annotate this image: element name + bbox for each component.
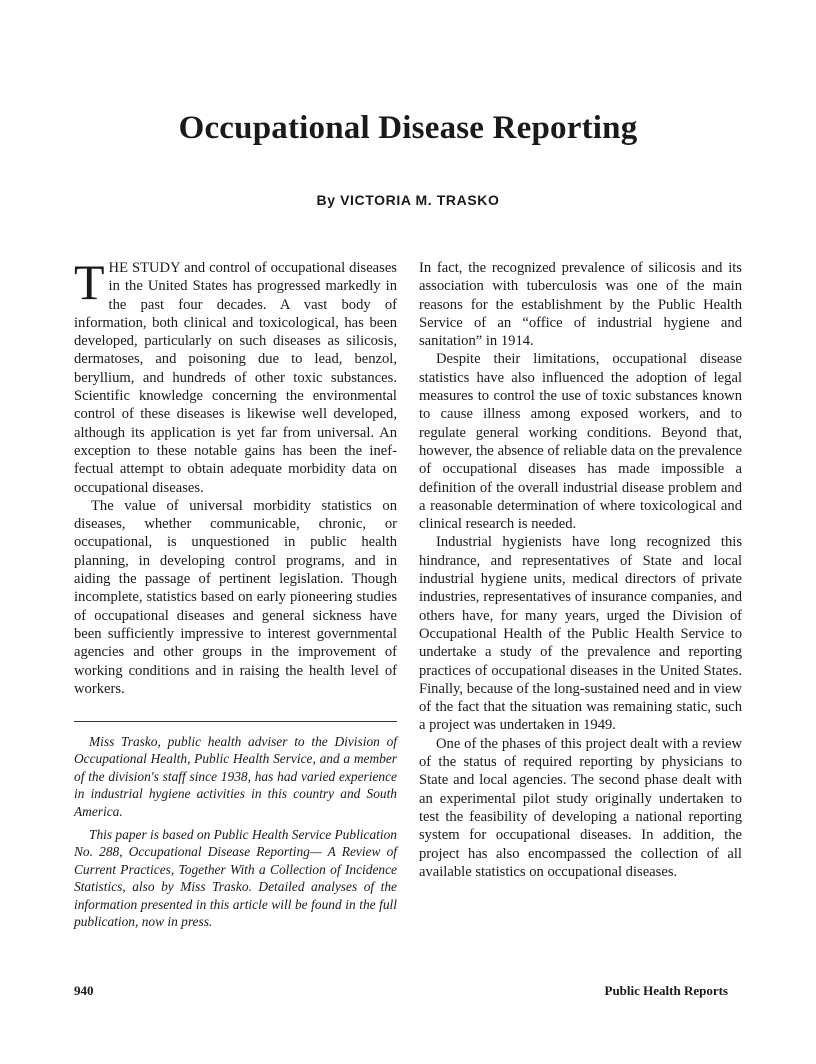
author-footnote [74, 733, 397, 936]
drop-cap: T [74, 254, 105, 310]
journal-name: Public Health Reports [604, 983, 728, 998]
page-number: 940 [74, 983, 94, 998]
left-column [74, 254, 397, 698]
body-paragraph: The value of universal morbidity statistics on diseases, whether communicable, chronic, or occupational, is unquestioned in public health planning, in developing control programs, and in aiding the passage of pertinent legislation. Though incomplete, statistics based on early pioneering studies of occupational diseases and general sickness have been sufficiently impressive to interest governmental agencies and other groups in the improvement of working conditions and in raising the health level of workers. [74, 497, 397, 697]
body-paragraph: One of the phases of this project dealt with a review of the status of required reporting by physicians to State and local agencies. The second phase dealt with an experimental pilot study originally undertaken to test the feasibility of developing a national reporting system for occupational diseases. In addition, the project has also encompassed the collection of all available statistics on occupational diseases. [419, 735, 742, 880]
footnote-paragraph: This paper is based on Public Health Service Publication No. 288, Occupational Disease Reporting— A Review of Current Practices, Together With a Collection of Incidence Statistics, also by Miss Trasko. Detailed analyses of the information presented in this article will be found in the full publication, now in press. [74, 827, 397, 930]
body-paragraph: Despite their limitations, occupational disease statistics have also influenced the adoption of legal measures to control the use of toxic substances known to cause illness among exposed workers, and to regulate general working conditions. Beyond that, however, the absence of reliable data on the prevalence of occupational diseases has made impossible a definition of the overall industrial disease problem and a reasonable determination of where toxicological and clinical research is needed. [419, 351, 742, 533]
author-byline: By VICTORIA M. TRASKO [316, 192, 500, 208]
body-paragraph: In fact, the recognized prevalence of silicosis and its association with tuberculosis was one of the main reasons for the establishment by the Public Health Service of an “office of industrial hygiene and sanitation” in 1914. [419, 260, 742, 350]
article-title: Occupational Disease Reporting [178, 110, 638, 146]
body-paragraph: Industrial hygienists have long recognized this hindrance, and representatives of State and local industrial hygiene units, medical directors of private industries, representatives of insurance companies, and others have, for many years, urged the Division of Occupational Health of the Public Health Service to undertake a study of the prevalence and reporting practices of occupational diseases in the United States. Finally, because of the long-sustained need and in view of the fact that the situation was remaining static, such a project was undertaken in 1949. [419, 534, 742, 734]
body-paragraph: THE STUDY and control of occupational diseases in the United States has progressed markedly in the past four decades. A vast body of information, both clinical and toxicological, has been developed, particularly on such diseases as silicosis, dermatoses, and poisoning due to lead, benzol, beryllium, and hundreds of other toxic substances. Scientific knowledge concerning the environmental control of these diseases is likewise well developed, although its application is yet far from universal. An exception to these notable gains has been the ineffectual attempt to obtain adequate morbidity data on occupational diseases. [74, 254, 397, 496]
right-column [419, 259, 742, 881]
footnote-divider [74, 721, 397, 722]
footnote-paragraph: Miss Trasko, public health adviser to the Division of Occupational Health, Public Health Service, and a member of the division's staff since 1938, has had varied experience in industrial hygiene activities in this country and South America. [74, 734, 397, 819]
